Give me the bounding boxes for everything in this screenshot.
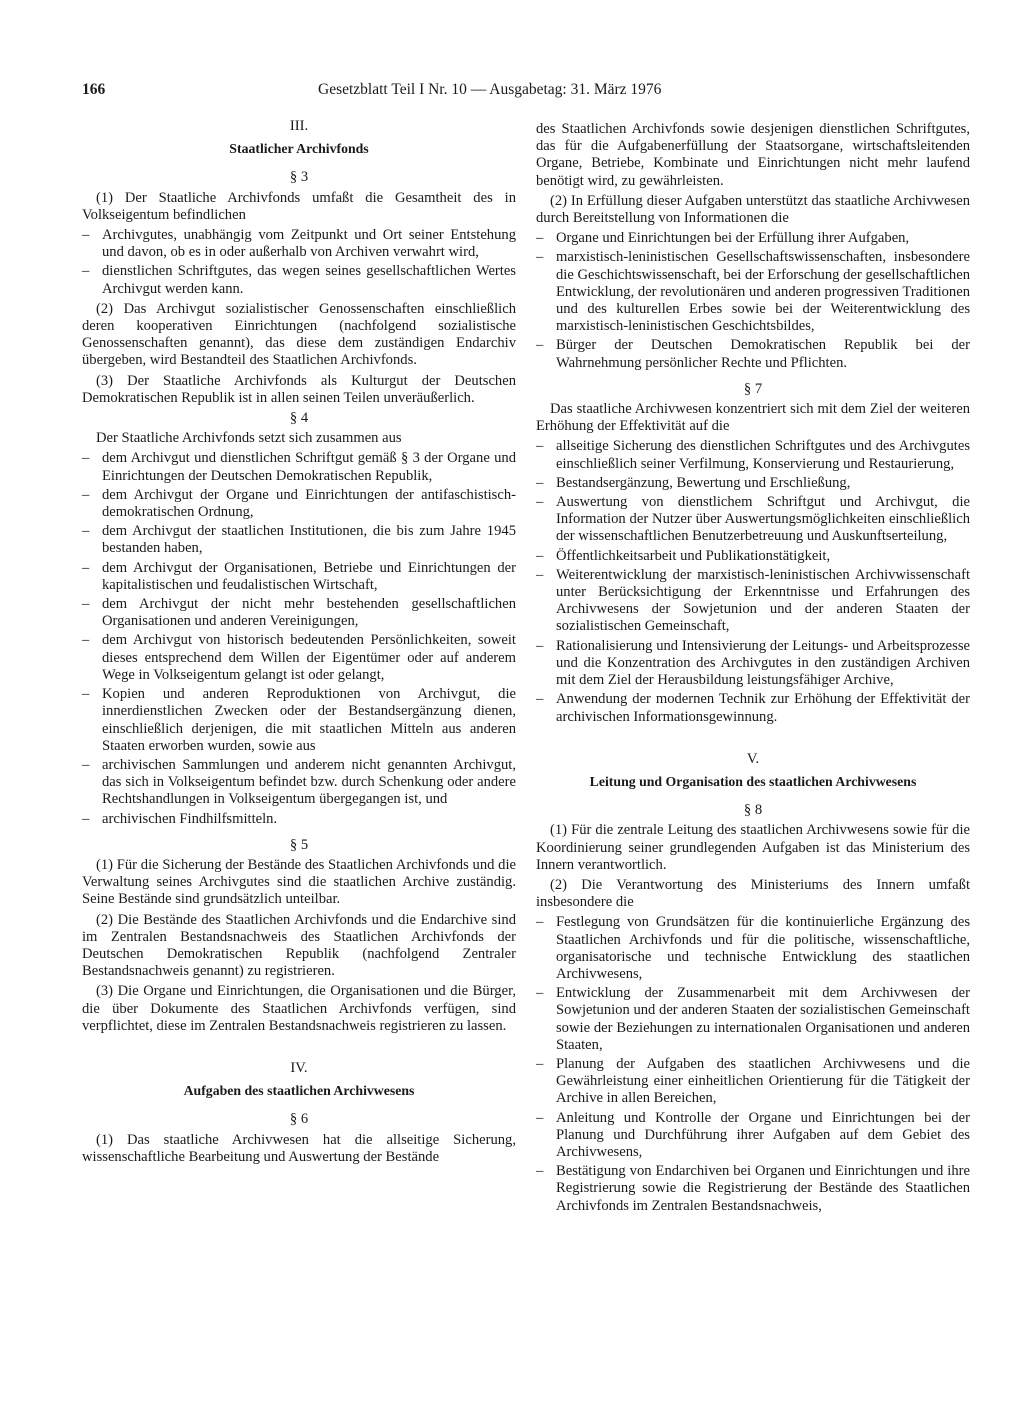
list-item: – dem Archivgut und dienstlichen Schriftgut gemäß § 3 der Organe und Einrichtungen der Deutschen Demokratischen Republik, [82,450,516,484]
list-item: – Bürger der Deutschen Demokratischen Republik bei der Wahrnehmung persönlicher Rechte und Pflichten. [536,337,970,371]
paragraph-text: Das staatliche Archivwesen konzentriert sich mit dem Ziel der weiteren Erhöhung der Effektivität auf die [536,401,970,435]
dash-list [536,914,970,1214]
right-column [536,121,970,1218]
list-item: – Weiterentwicklung der marxistisch-leninistischen Archivwissenschaft unter Berücksichtigung der Erkenntnisse und Erfahrungen des Archivwesens der Sowjetunion und der anderen Staaten der sozialistischen Gemeinschaft, [536,567,970,636]
list-item: – Anleitung und Kontrolle der Organe und Einrichtungen bei der Planung und Durchführung ihrer Aufgaben auf dem Gebiet des Archivwesens, [536,1110,970,1162]
paragraph-text: (2) Die Verantwortung des Ministeriums des Innern umfaßt insbesondere die [536,876,970,911]
paragraph-text: (3) Der Staatliche Archivfonds als Kulturgut der Deutschen Demokratischen Republik ist in allen seinen Teilen unveräußerlich. [82,372,516,406]
list-item: – Rationalisierung und Intensivierung der Leitungs- und Arbeitsprozesse und die Konzentration des Archivgutes in den zuständigen Archiven mit dem Ziel der Herausbildung leistungsfähiger Archive, [536,638,970,690]
paragraph-number: § 6 [289,1111,309,1128]
list-item: – archivischen Findhilfsmitteln. [82,811,516,828]
list-item: – allseitige Sicherung des dienstlichen Schriftgutes und des Archivgutes einschließlich seiner Verfilmung, Konservierung und Restaurierung, [536,438,970,472]
dash-list [536,230,970,372]
list-item: – dem Archivgut der Organisationen, Betriebe und Einrichtungen der kapitalistischen und feudalistischen Wirtschaft, [82,560,516,594]
running-title: Gesetzblatt Teil I Nr. 10 — Ausgabetag: 31. März 1976 [318,81,662,98]
list-item: – dem Archivgut der staatlichen Institutionen, die bis zum Jahre 1945 bestanden haben, [82,523,516,557]
list-item: – Festlegung von Grundsätzen für die kontinuierliche Ergänzung des Staatlichen Archivfonds und für die politische, wissenschaftliche, organisatorische und technische Entwicklung des staatlichen Archivwesens, [536,914,970,983]
section-number: V. [746,750,760,767]
paragraph-number: § 3 [289,169,309,186]
list-item: – Organe und Einrichtungen bei der Erfüllung ihrer Aufgaben, [536,230,970,247]
list-item: – Entwicklung der Zusammenarbeit mit dem Archivwesen der Sowjetunion und der anderen Staaten der sozialistischen Gemeinschaft sowie der Beziehungen zu internationalen Organisationen und anderen Staaten, [536,985,970,1054]
section-number: III. [289,118,309,134]
left-column [82,118,516,1169]
section-title: Leitung und Organisation des staatlichen Archivwesens [589,773,917,789]
list-item: – dem Archivgut der nicht mehr bestehenden gesellschaftlichen Organisationen und anderen Vereinigungen, [82,596,516,630]
dash-list [82,450,516,827]
paragraph-number: § 5 [289,836,309,853]
dash-list [536,438,970,725]
section-title: Aufgaben des staatlichen Archivwesens [183,1083,415,1099]
paragraph-text: (1) Für die Sicherung der Bestände des Staatlichen Archivfonds und die Verwaltung seines Archivgutes sind die staatlichen Archive zuständig. Seine Bestände sind grundsätzlich unteilbar. [82,856,516,908]
paragraph-text: (2) Die Bestände des Staatlichen Archivfonds und die Endarchive sind im Zentralen Bestandsnachweis des Staatlichen Archivfonds der Deutschen Demokratischen Republik (nachfolgend Zentraler Bestandsnachweis genannt) zu registrieren. [82,911,516,980]
paragraph-text: des Staatlichen Archivfonds sowie desjenigen dienstlichen Schriftgutes, das für die Aufgabenerfüllung der Staatsorgane, wirtschaftsleitenden Organe, Betriebe, Kombinate und Einrichtungen nicht mehr laufend benötigt wird, zu gewährleisten. [536,121,970,189]
list-item: – Bestätigung von Endarchiven bei Organen und Einrichtungen und ihre Registrierung sowie die Registrierung der Bestände des Staatlichen Archivfonds im Zentralen Bestandsnachweis, [536,1163,970,1215]
list-item: – Anwendung der modernen Technik zur Erhöhung der Effektivität der archivischen Informationsgewinnung. [536,691,970,725]
list-item: – archivischen Sammlungen und anderem nicht genannten Archivgut, das sich in Volkseigentum befindet bzw. durch Schenkung oder andere Rechtshandlungen in Volkseigentum übergegangen ist, und [82,757,516,809]
dash-list [82,227,516,298]
paragraph-text: (1) Der Staatliche Archivfonds umfaßt die Gesamtheit des in Volkseigentum befindlichen [82,189,516,223]
list-item: – dem Archivgut von historisch bedeutenden Persönlichkeiten, soweit dieses entsprechend dem Willen der Eigentümer oder auf anderem Wege in Volkseigentum gelangt ist oder gelangt, [82,632,516,684]
list-item: – Kopien und anderen Reproduktionen von Archivgut, die innerdienstlichen Zwecken oder der Bestandsergänzung dienen, einschließlich derjenigen, die mit staatlichen Mitteln aus anderen Staaten erworben wurden, sowie aus [82,686,516,755]
section-title: Staatlicher Archivfonds [229,141,369,157]
paragraph-text: Der Staatliche Archivfonds setzt sich zusammen aus [96,430,402,447]
list-item: – Archivgutes, unabhängig vom Zeitpunkt und Ort seiner Entstehung und davon, ob es in oder außerhalb von Archiven verwahrt wird, [82,227,516,261]
paragraph-number: § 4 [289,410,309,427]
paragraph-text: (1) Für die zentrale Leitung des staatlichen Archivwesens sowie für die Koordinierung seiner grundlegenden Aufgaben ist das Ministerium des Innern verantwortlich. [536,822,970,873]
list-item: – Öffentlichkeitsarbeit und Publikationstätigkeit, [536,548,970,565]
list-item: – dem Archivgut der Organe und Einrichtungen der antifaschistisch-demokratischen Ordnung, [82,487,516,521]
paragraph-text: (2) Das Archivgut sozialistischer Genossenschaften einschließlich deren kooperativen Einrichtungen (nachfolgend sozialistische Genossenschaften genannt), das diese dem zuständigen Endarchiv übergeben, wird Bestandteil des Staatlichen Archivfonds. [82,300,516,369]
paragraph-number: § 8 [743,802,763,819]
list-item: – Planung der Aufgaben des staatlichen Archivwesens und die Gewährleistung einer einheitlichen Orientierung für die Tätigkeit der Archive in allen Bereichen, [536,1056,970,1108]
page-number: 166 [82,81,106,98]
section-number: IV. [290,1059,308,1076]
paragraph-text: (2) In Erfüllung dieser Aufgaben unterstützt das staatliche Archivwesen durch Bereitstellung von Informationen die [536,192,970,227]
paragraph-text: (3) Die Organe und Einrichtungen, die Organisationen und die Bürger, die über Dokumente des Staatlichen Archivfonds verfügen, sind verpflichtet, diese im Zentralen Bestandsnachweis registrieren zu lassen. [82,983,516,1034]
list-item: – Auswertung von dienstlichem Schriftgut und Archivgut, die Information der Nutzer über Auswertungsmöglichkeiten einschließlich der wissenschaftlichen Benutzerbetreuung und Auskunftserteilung, [536,494,970,546]
paragraph-number: § 7 [743,380,763,397]
paragraph-text: (1) Das staatliche Archivwesen hat die allseitige Sicherung, wissenschaftliche Bearbeitung und Auswertung der Bestände [82,1131,516,1165]
list-item: – dienstlichen Schriftgutes, das wegen seines gesellschaftlichen Wertes Archivgut werden kann. [82,263,516,297]
list-item: – Bestandsergänzung, Bewertung und Erschließung, [536,475,970,492]
list-item: – marxistisch-leninistischen Gesellschaftswissenschaften, insbesondere die Geschichtswissenschaft, bei der Erforschung der gesellschaftlichen Entwicklung, der revolutionären und anderen progressiven Traditionen und des kulturellen Erbes sowie bei der Weiterentwicklung des marxistisch-leninistischen Geschichtsbildes, [536,249,970,335]
